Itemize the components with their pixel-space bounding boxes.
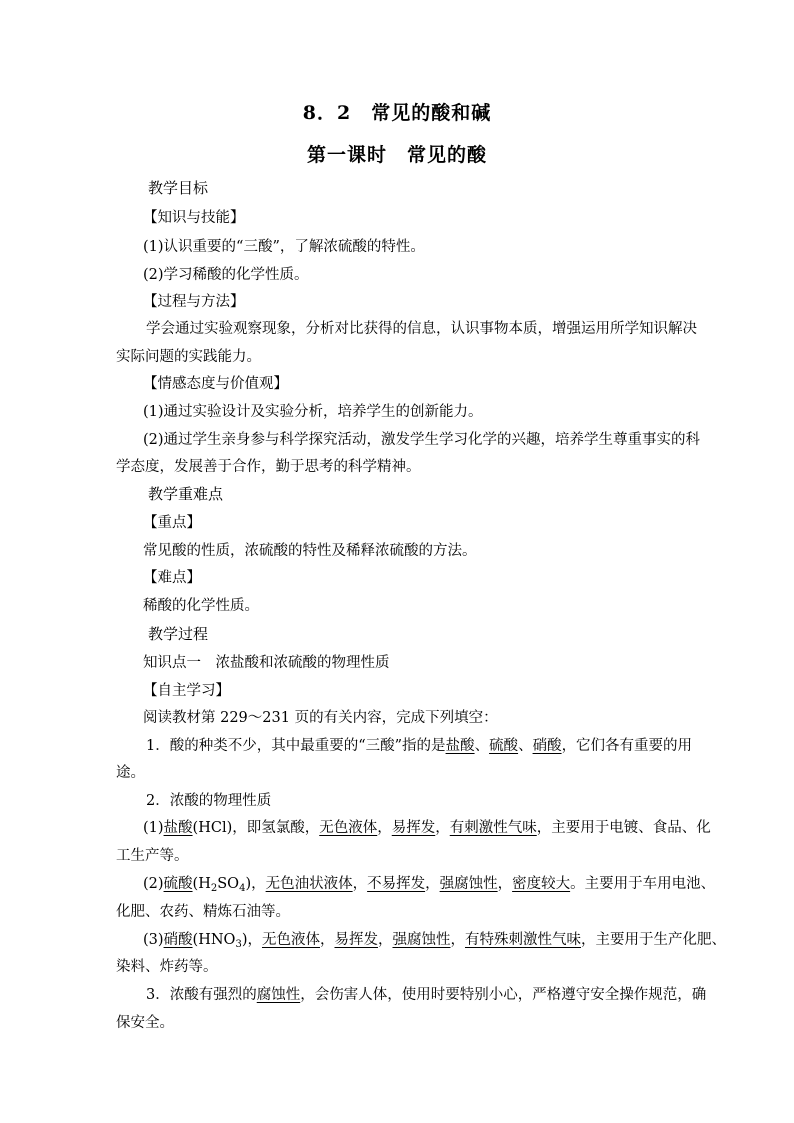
process-method-text-line2: 实际问题的实践能力。 — [116, 349, 261, 365]
hno3-line2: 染料、炸药等。 — [116, 959, 218, 975]
question-3-line1: 3．浓酸有强烈的腐蚀性，会伤害人体，使用时要特别小心，严格遵守安全操作规范，确 — [146, 987, 707, 1003]
h2so4-line1: (2)硫酸$(H_2SO_4)$，无色油状液体，不易挥发，强腐蚀性，密度较大。主要用于车用电池、 — [143, 876, 716, 894]
answer-blank: 硫酸 — [163, 876, 193, 892]
answer-blank: 易挥发 — [334, 932, 378, 948]
emotion-item-2-line1: (2)通过学生亲身参与科学探究活动，激发学生学习化学的兴趣，培养学生尊重事实的科 — [143, 432, 701, 448]
page-title: 8．2 常见的酸和碱 — [302, 102, 492, 124]
answer-blank: 易挥发 — [391, 820, 436, 836]
process-method-text-line1: 学会通过实验观察现象，分析对比获得的信息，认识事物本质，增强运用所学知识解决 — [146, 321, 697, 337]
answer-blank: 强腐蚀性 — [439, 876, 498, 892]
key-point-label: 【重点】 — [143, 515, 201, 531]
hcl-line2: 工生产等。 — [116, 848, 189, 864]
answer-blank: 无色液体 — [319, 820, 378, 836]
reading-instruction: 阅读教材第 229～231 页的有关内容，完成下列填空： — [143, 710, 498, 726]
answer-blank: 硫酸 — [489, 738, 519, 754]
answer-blank: 盐酸 — [163, 820, 193, 836]
answer-blank: 硝酸 — [163, 932, 193, 948]
difficulty-heading: 教学重难点 — [148, 485, 224, 503]
hno3-line1: (3)硝酸$(HNO_3)$，无色液体，易挥发，强腐蚀性，有特殊刺激性气味，主要用于生产化肥、 — [143, 932, 726, 950]
knowledge-label: 【知识与技能】 — [143, 210, 245, 226]
knowledge-item-2: (2)学习稀酸的化学性质。 — [143, 267, 309, 283]
process-heading: 教学过程 — [148, 625, 209, 643]
answer-blank: 硝酸 — [532, 738, 562, 754]
key-point-text: 常见酸的性质，浓硫酸的特性及稀释浓硫酸的方法。 — [143, 543, 477, 559]
answer-blank: 无色液体 — [261, 932, 320, 948]
page-subtitle: 第一课时 常见的酸 — [306, 144, 487, 166]
goals-heading: 教学目标 — [148, 179, 209, 197]
question-2-title: 2．浓酸的物理性质 — [146, 793, 272, 809]
knowledge-item-1: (1)认识重要的“三酸”，了解浓硫酸的特性。 — [143, 239, 425, 255]
answer-blank: 无色油状液体 — [265, 876, 353, 892]
answer-blank: 有刺激性气味 — [449, 820, 537, 836]
emotion-item-2-line2: 学态度，发展善于合作，勤于思考的科学精神。 — [116, 459, 421, 475]
answer-blank: 强腐蚀性 — [392, 932, 451, 948]
hcl-line1: (1)盐酸(HCl)，即氢氯酸，无色液体，易挥发，有刺激性气味，主要用于电镀、食品、化 — [143, 820, 711, 836]
question-1-line1: 1．酸的种类不少，其中最重要的“三酸”指的是盐酸、硫酸、硝酸，它们各有重要的用 — [146, 738, 693, 754]
hard-point-text: 稀酸的化学性质。 — [143, 598, 259, 614]
question-1-line2: 途。 — [116, 765, 145, 781]
knowledge-point-1-title: 知识点一 浓盐酸和浓硫酸的物理性质 — [143, 655, 390, 671]
process-method-label: 【过程与方法】 — [143, 294, 245, 310]
emotion-item-1: (1)通过实验设计及实验分析，培养学生的创新能力。 — [143, 404, 483, 420]
hard-point-label: 【难点】 — [143, 570, 201, 586]
answer-blank: 不易挥发 — [367, 876, 426, 892]
emotion-label: 【情感态度与价值观】 — [143, 376, 288, 392]
answer-blank: 盐酸 — [445, 738, 475, 754]
answer-blank: 密度较大 — [512, 876, 571, 892]
h2so4-line2: 化肥、农药、精炼石油等。 — [116, 904, 290, 920]
question-3-line2: 保安全。 — [116, 1015, 174, 1031]
answer-blank: 腐蚀性 — [256, 987, 301, 1003]
answer-blank: 有特殊刺激性气味 — [464, 932, 581, 948]
self-study-label: 【自主学习】 — [143, 683, 230, 699]
